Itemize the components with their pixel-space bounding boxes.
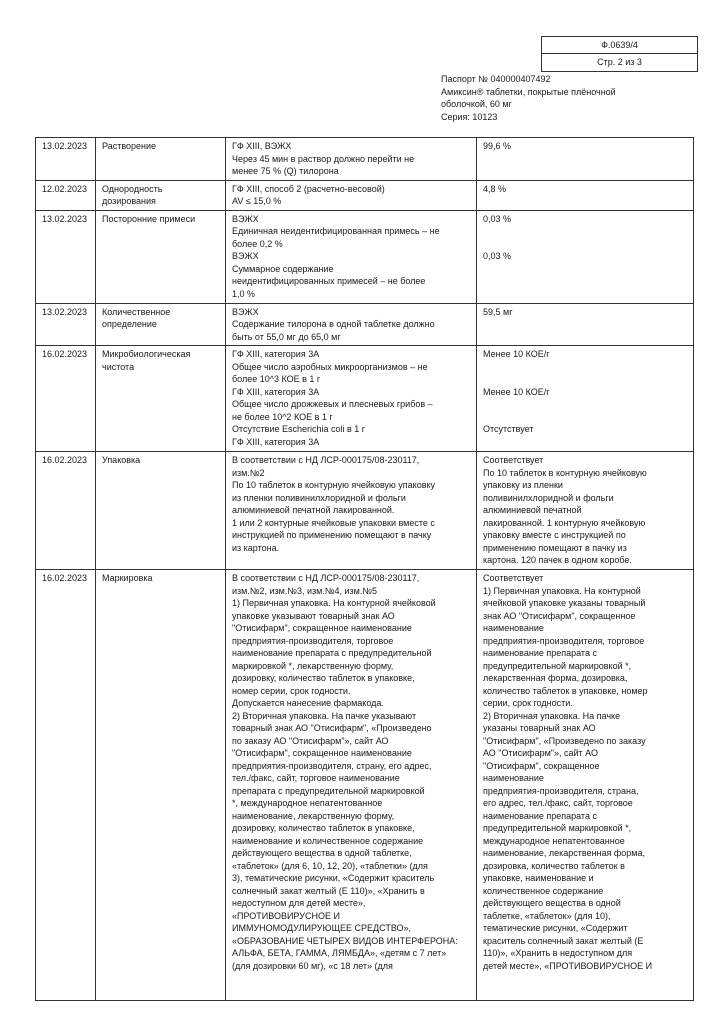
table-row <box>36 452 694 570</box>
date-cell: 16.02.2023 <box>36 346 96 452</box>
passport-info <box>441 73 616 123</box>
passport-line: Амиксин® таблетки, покрытые плёночной <box>441 86 616 97</box>
passport-line: Серия: 10123 <box>441 111 498 122</box>
result-cell: Соответствует 1) Первичная упаковка. На контурной ячейковой упаковке указаны товарный знак АО "Отисифарм", сокращенное наименование предприятия-производителя, торговое наименование препарата с предупредительной маркировкой *, лекарственная форма, дозировка, количество таблеток в упаковке, номер серии, срок годности. 2) Вторичная упаковка. На пачке указаны товарный знак АО "Отисифарм", «Произведено по заказу АО "Отисифарм"», сайт АО "Отисифарм", сокращенное наименование предприятия-производителя, страна, его адрес, тел./факс, сайт, торговое наименование препарата с предупредительной маркировкой *, международное непатентованное наименование, лекарственная форма, дозировка, количество таблеток в упаковке, наименование и количественное содержание действующего вещества в одной таблетке, «таблеток» (для 10), тематические рисунки, «Содержит краситель солнечный закат желтый (Е 110)», «Хранить в недоступном для детей месте», «ПРОТИВОВИРУСНОЕ И <box>477 570 694 1001</box>
test-cell: Посторонние примеси <box>96 210 226 303</box>
form-code: Ф.0639/4 <box>542 37 697 54</box>
table-row <box>36 210 694 303</box>
test-cell: Растворение <box>96 138 226 181</box>
table-row <box>36 346 694 452</box>
requirement-cell: ГФ XIII, категория 3А Общее число аэробных микроорганизмов – не более 10^3 КОЕ в 1 г ГФ XIII, категория 3А Общее число дрожжевых и плесневых грибов – не более 10^2 КОЕ в 1 г Отсутствие Escherichia coli в 1 г ГФ XIII, категория 3А <box>226 346 477 452</box>
result-cell: 59,5 мг <box>477 303 694 346</box>
requirement-cell: ВЭЖХ Единичная неидентифицированная примесь – не более 0,2 % ВЭЖХ Суммарное содержание неидентифицированных примесей – не более 1,0 % <box>226 210 477 303</box>
form-code-box <box>541 36 698 72</box>
date-cell: 13.02.2023 <box>36 303 96 346</box>
date-cell: 13.02.2023 <box>36 138 96 181</box>
test-cell: Микробиологическая чистота <box>96 346 226 452</box>
result-cell: 0,03 % 0,03 % <box>477 210 694 303</box>
table-row <box>36 570 694 1001</box>
analysis-table <box>35 137 694 1001</box>
result-cell: 99,6 % <box>477 138 694 181</box>
passport-line: оболочкой, 60 мг <box>441 99 512 109</box>
test-cell: Упаковка <box>96 452 226 570</box>
result-cell: Соответствует По 10 таблеток в контурную ячейковую упаковку из пленки поливинилхлоридной и фольги алюминиевой печатной лакированной. 1 контурную ячейковую упаковку вместе с инструкцией по применению помещают в пачку из картона. 120 пачек в одном коробе. <box>477 452 694 570</box>
date-cell: 12.02.2023 <box>36 180 96 210</box>
table-row <box>36 180 694 210</box>
requirement-cell: В соответствии с НД ЛСР-000175/08-230117, изм.№2, изм.№3, изм.№4, изм.№5 1) Первичная упаковка. На контурной ячейковой упаковке указывают товарный знак АО "Отисифарм", сокращенное наименование предприятия-производителя, торговое наименование препарата с предупредительной маркировкой *, лекарственную форму, дозировку, количество таблеток в упаковке, номер серии, срок годности. Допускается нанесение фармакода. 2) Вторичная упаковка. На пачке указывают товарный знак АО "Отисифарм", «Произведено по заказу АО "Отисифарм"», сайт АО "Отисифарм", сокращенное наименование предприятия-производителя, страну, его адрес, тел./факс, сайт, торговое наименование препарата с предупредительной маркировкой *, международное непатентованное наименование, лекарственную форму, дозировку, количество таблеток в упаковке, наименование и количественное содержание действующего вещества в одной таблетке, «таблеток» (для 6, 10, 12, 20), «таблетки» (для 3), тематические рисунки, «Содержит краситель солнечный закат желтый (Е 110)», «Хранить в недоступном для детей месте», «ПРОТИВОВИРУСНОЕ И ИММУНОМОДУЛИРУЮЩЕЕ СРЕДСТВО», «ОБРАЗОВАНИЕ ЧЕТЫРЕХ ВИДОВ ИНТЕРФЕРОНА: АЛЬФА, БЕТА, ГАММА, ЛЯМБДА», «детям с 7 лет» (для дозировки 60 мг), «с 18 лет» (для <box>226 570 477 1001</box>
passport-line: Паспорт № 040000407492 <box>441 74 551 84</box>
table-row <box>36 303 694 346</box>
result-cell: 4,8 % <box>477 180 694 210</box>
test-cell: Количественное определение <box>96 303 226 346</box>
requirement-cell: ВЭЖХ Содержание тилорона в одной таблетке должно быть от 55,0 мг до 65,0 мг <box>226 303 477 346</box>
date-cell: 16.02.2023 <box>36 452 96 570</box>
requirement-cell: ГФ XIII, способ 2 (расчетно-весовой) AV ≤ 15,0 % <box>226 180 477 210</box>
result-cell: Менее 10 КОЕ/г Менее 10 КОЕ/г Отсутствует <box>477 346 694 452</box>
page-number: Стр. 2 из 3 <box>597 57 642 67</box>
table-row <box>36 138 694 181</box>
date-cell: 13.02.2023 <box>36 210 96 303</box>
requirement-cell: ГФ XIII, ВЭЖХ Через 45 мин в раствор должно перейти не менее 75 % (Q) тилорона <box>226 138 477 181</box>
requirement-cell: В соответствии с НД ЛСР-000175/08-230117, изм.№2 По 10 таблеток в контурную ячейковую упаковку из пленки поливинилхлоридной и фольги алюминиевой печатной лакированной. 1 или 2 контурные ячейковые упаковки вместе с инструкцией по применению помещают в пачку из картона. <box>226 452 477 570</box>
date-cell: 16.02.2023 <box>36 570 96 1001</box>
test-cell: Маркировка <box>96 570 226 1001</box>
test-cell: Однородность дозирования <box>96 180 226 210</box>
